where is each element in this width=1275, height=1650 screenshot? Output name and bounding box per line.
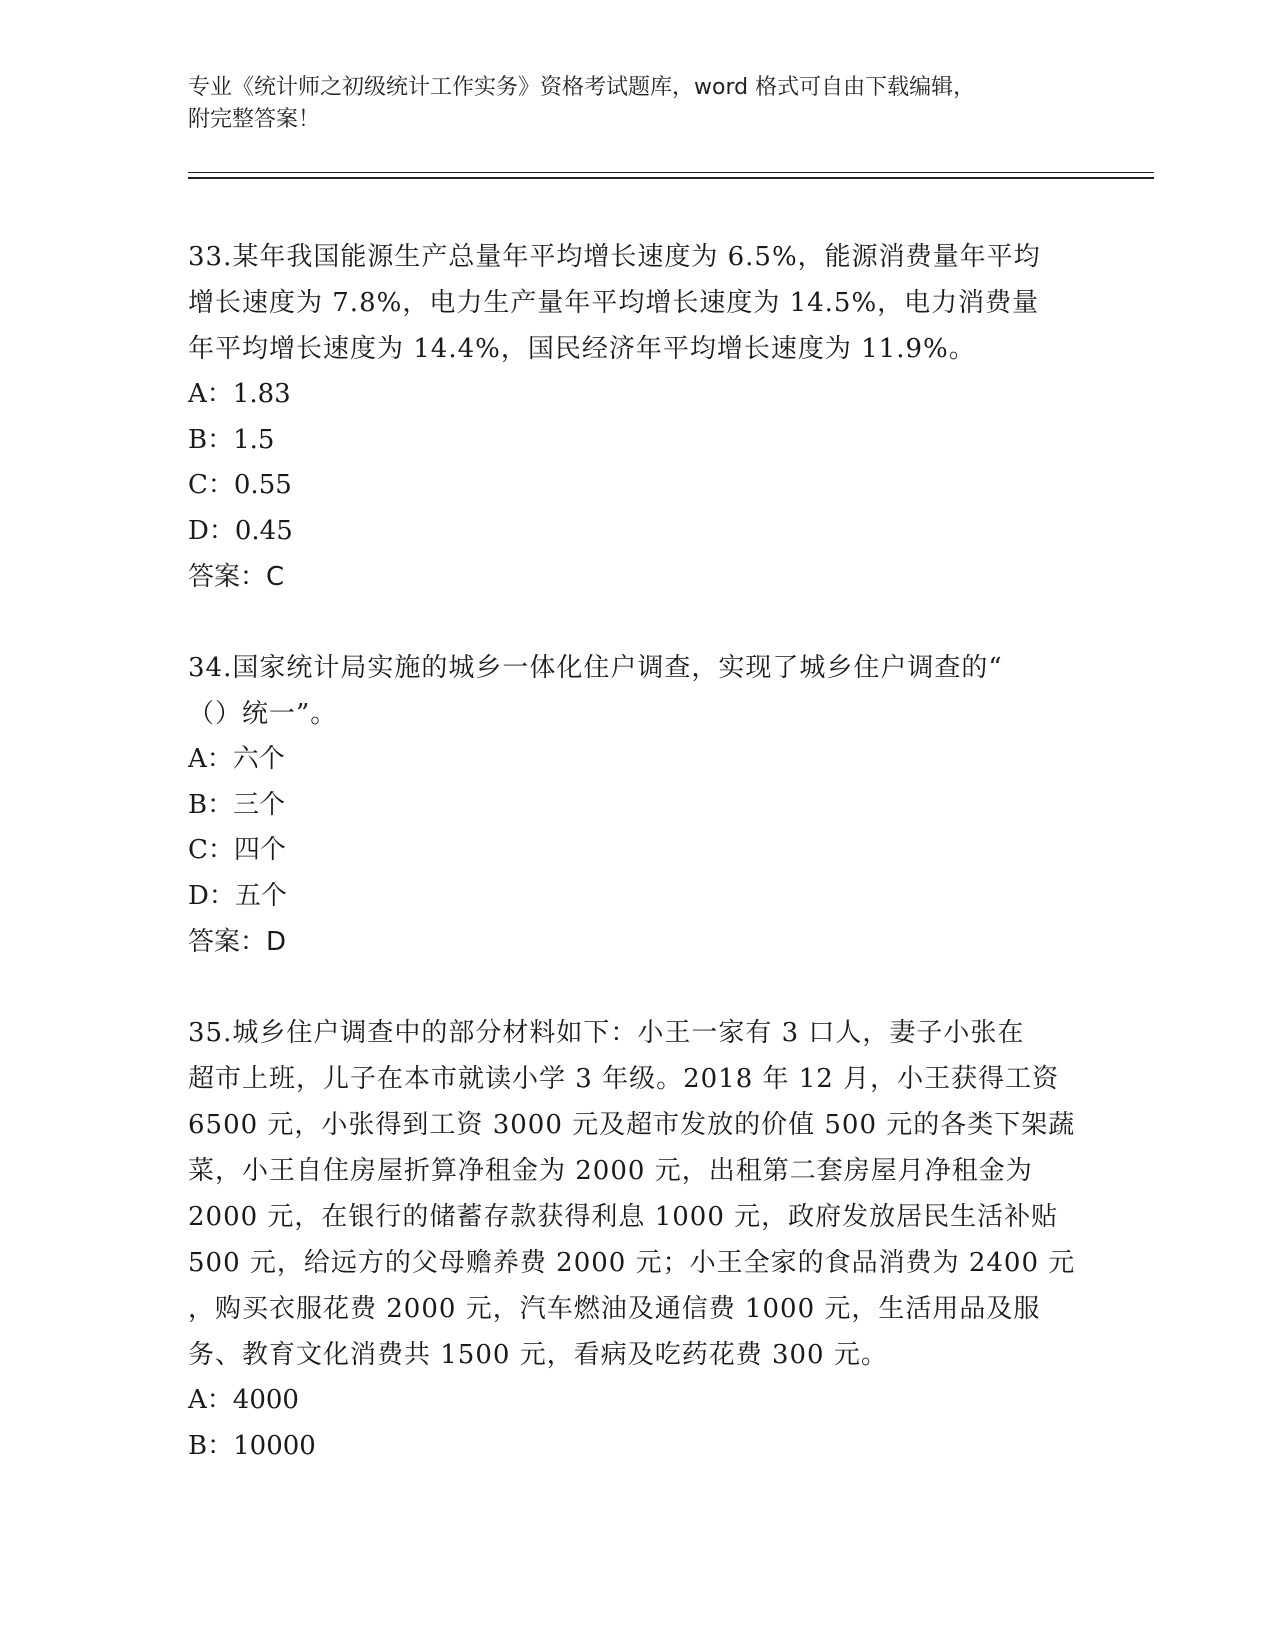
option-d: D：五个 (188, 880, 287, 911)
option-b: B：10000 (188, 1430, 316, 1461)
question-34 (188, 645, 1088, 965)
question-text-line: ，购买衣服花费 2000 元，汽车燃油及通信费 1000 元，生活用品及服 (188, 1294, 1041, 1324)
header-divider-thin (188, 172, 1154, 173)
option-a: A：六个 (188, 744, 285, 774)
question-spacer (188, 965, 1088, 1010)
question-text-line: 34.国家统计局实施的城乡一体化住户调查，实现了城乡住户调查的“ (188, 653, 1003, 683)
question-text (188, 645, 1088, 737)
question-list (188, 234, 1088, 1469)
question-text-line: 6500 元，小张得到工资 3000 元及超市发放的价值 500 元的各类下架蔬 (188, 1110, 1076, 1140)
answer: 答案：D (188, 927, 287, 957)
option-c: C：四个 (188, 835, 286, 865)
question-text-line: 务、教育文化消费共 1500 元，看病及吃药花费 300 元。 (188, 1340, 888, 1370)
option-c: C：0.55 (188, 470, 292, 500)
document-header (188, 72, 1088, 136)
option-a: A：1.83 (188, 379, 291, 409)
question-text-line: 菜，小王自住房屋折算净租金为 2000 元，出租第二套房屋月净租金为 (188, 1156, 1033, 1186)
question-text-line: 超市上班，儿子在本市就读小学 3 年级。2018 年 12 月，小王获得工资 (188, 1064, 1060, 1094)
question-text (188, 1010, 1088, 1378)
question-text-line: 33.某年我国能源生产总量年平均增长速度为 6.5%，能源消费量年平均 (188, 242, 1041, 272)
question-text-line: 500 元，给远方的父母赡养费 2000 元；小王全家的食品消费为 2400 元 (188, 1248, 1076, 1278)
question-text-line: 增长速度为 7.8%，电力生产量年平均增长速度为 14.5%，电力消费量 (188, 288, 1040, 318)
question-spacer (188, 600, 1088, 645)
question-text-line: 年平均增长速度为 14.4%，国民经济年平均增长速度为 11.9%。 (188, 334, 976, 364)
header-line-2: 附完整答案！ (188, 107, 321, 132)
header-divider-thick (188, 177, 1154, 179)
question-35 (188, 1010, 1088, 1469)
answer: 答案：C (188, 562, 285, 592)
question-text-line: 2000 元，在银行的储蓄存款获得利息 1000 元，政府发放居民生活补贴 (188, 1202, 1059, 1232)
option-b: B：三个 (188, 789, 286, 820)
header-line-1: 专业《统计师之初级统计工作实务》资格考试题库，word 格式可自由下载编辑， (188, 75, 976, 100)
question-33 (188, 234, 1088, 600)
option-a: A：4000 (188, 1385, 299, 1415)
option-d: D：0.45 (188, 515, 293, 546)
question-text-line: （）统一”。 (188, 699, 338, 729)
option-b: B：1.5 (188, 424, 275, 455)
question-text (188, 234, 1088, 372)
question-text-line: 35.城乡住户调查中的部分材料如下：小王一家有 3 口人，妻子小张在 (188, 1018, 1025, 1048)
